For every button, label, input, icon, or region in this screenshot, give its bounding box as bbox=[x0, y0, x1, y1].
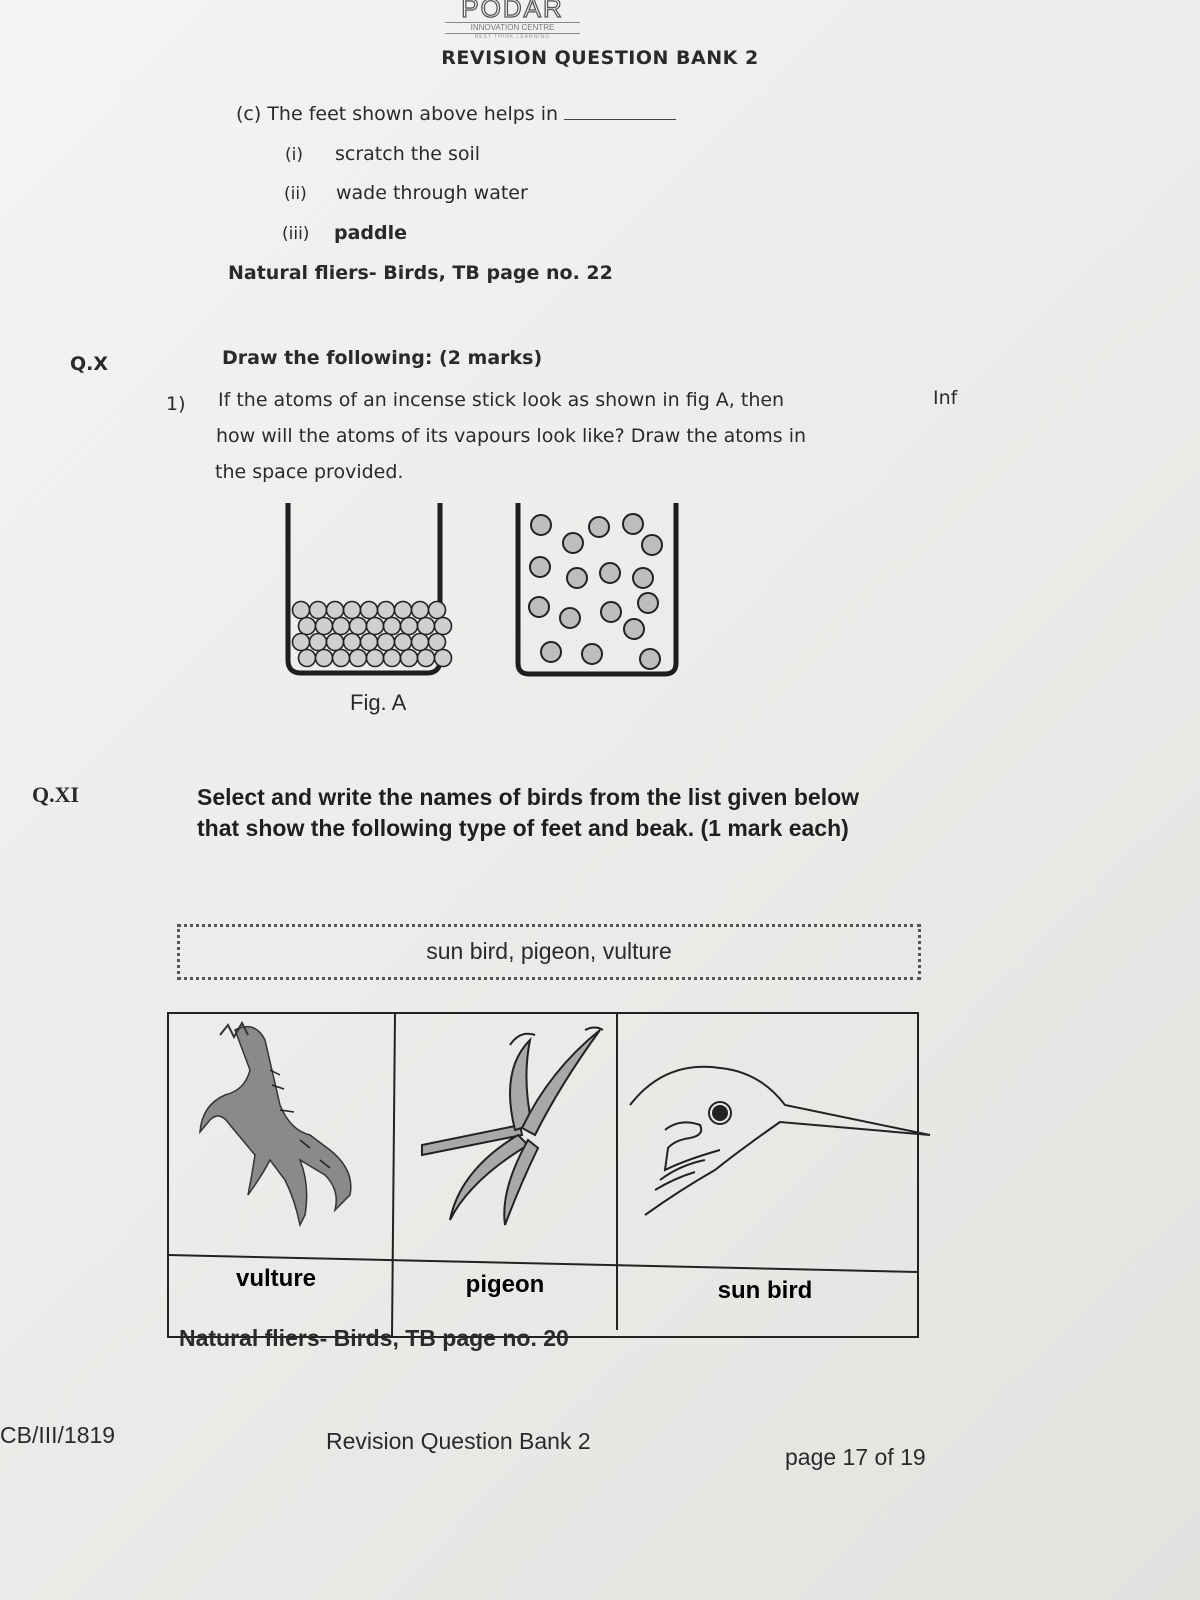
option-number: (i) bbox=[285, 145, 303, 165]
vapour-atom bbox=[529, 597, 549, 617]
vapour-atom bbox=[601, 602, 621, 622]
vapour-atom bbox=[563, 533, 583, 553]
solid-atom bbox=[293, 602, 310, 619]
vapour-atom bbox=[530, 557, 550, 577]
side-note: Inf bbox=[933, 387, 958, 409]
solid-atom bbox=[418, 650, 435, 667]
logo-tagline: BEST THINK LEARNING bbox=[474, 34, 551, 40]
option-2 bbox=[284, 182, 528, 204]
logo-name: PODAR bbox=[461, 0, 564, 23]
solid-atom bbox=[327, 634, 344, 651]
vapour-atom bbox=[541, 642, 561, 662]
vapour-atom bbox=[624, 619, 644, 639]
solid-atom bbox=[344, 634, 361, 651]
vapour-atom bbox=[640, 649, 660, 669]
vapour-atom bbox=[531, 515, 551, 535]
solid-atom bbox=[361, 634, 378, 651]
vulture-foot-image bbox=[200, 1023, 351, 1225]
solid-atom bbox=[412, 602, 429, 619]
solid-atom bbox=[418, 618, 435, 635]
solid-atom bbox=[327, 602, 344, 619]
vapour-atom bbox=[623, 514, 643, 534]
solid-beaker bbox=[288, 503, 452, 673]
solid-atom bbox=[378, 634, 395, 651]
solid-atom bbox=[310, 634, 327, 651]
solid-atom bbox=[401, 650, 418, 667]
solid-atom bbox=[367, 650, 384, 667]
option-3 bbox=[282, 222, 407, 244]
solid-atom bbox=[384, 650, 401, 667]
option-number: (iii) bbox=[282, 224, 310, 244]
reference-tb-20: Natural fliers- Birds, TB page no. 20 bbox=[179, 1325, 569, 1351]
footer-code: CB/III/1819 bbox=[0, 1422, 116, 1448]
vapour-atom bbox=[589, 517, 609, 537]
vapour-atom bbox=[560, 608, 580, 628]
footer-title: Revision Question Bank 2 bbox=[326, 1428, 591, 1454]
answer-sunbird: sun bird bbox=[717, 1277, 813, 1304]
question-c-prompt bbox=[236, 103, 676, 125]
vapour-atom bbox=[642, 535, 662, 555]
solid-atom bbox=[316, 618, 333, 635]
solid-atom bbox=[412, 634, 429, 651]
vapour-atom bbox=[567, 568, 587, 588]
option-text: wade through water bbox=[336, 182, 528, 204]
question-c-text: (c) The feet shown above helps in bbox=[236, 103, 559, 125]
solid-atom bbox=[378, 602, 395, 619]
page-title: REVISION QUESTION BANK 2 bbox=[441, 47, 759, 69]
option-text: paddle bbox=[334, 222, 408, 244]
solid-atom bbox=[344, 602, 361, 619]
solid-atom bbox=[367, 618, 384, 635]
answer-blank bbox=[564, 107, 676, 120]
figure-a-beakers bbox=[270, 495, 690, 690]
vapour-atom bbox=[582, 644, 602, 664]
logo-subtitle: INNOVATION CENTRE bbox=[445, 22, 580, 34]
solid-atom bbox=[316, 650, 333, 667]
option-number: (ii) bbox=[284, 184, 307, 204]
pigeon-foot-image bbox=[422, 1028, 603, 1226]
option-1 bbox=[285, 143, 480, 165]
question-label-xi: Q.XI bbox=[32, 782, 80, 807]
solid-atom bbox=[293, 634, 310, 651]
question-heading-x: Draw the following: (2 marks) bbox=[222, 347, 543, 369]
vapour-atom bbox=[633, 568, 653, 588]
question-line-1: If the atoms of an incense stick look as shown in fig A, then bbox=[218, 389, 785, 411]
vapour-atom bbox=[638, 593, 658, 613]
solid-atom bbox=[395, 634, 412, 651]
bird-list-box: sun bird, pigeon, vulture bbox=[177, 924, 921, 980]
reference-tb-22: Natural fliers- Birds, TB page no. 22 bbox=[228, 262, 613, 284]
vapour-atom bbox=[600, 563, 620, 583]
solid-atom bbox=[361, 602, 378, 619]
solid-atom bbox=[299, 650, 316, 667]
figure-caption: Fig. A bbox=[350, 690, 407, 715]
option-text: scratch the soil bbox=[335, 143, 481, 165]
question-line-3: the space provided. bbox=[215, 461, 404, 483]
footer-page-number: page 17 of 19 bbox=[785, 1444, 926, 1470]
solid-atom bbox=[401, 618, 418, 635]
podar-logo bbox=[445, 0, 580, 40]
vapour-beaker bbox=[518, 503, 676, 674]
question-line-2: how will the atoms of its vapours look like? Draw the atoms in bbox=[216, 425, 807, 447]
solid-atom bbox=[395, 602, 412, 619]
question-label-x: Q.X bbox=[70, 353, 109, 375]
solid-atom bbox=[310, 602, 327, 619]
birds-table bbox=[160, 1010, 950, 1342]
solid-atom bbox=[350, 618, 367, 635]
solid-atom bbox=[350, 650, 367, 667]
answer-pigeon: pigeon bbox=[465, 1271, 545, 1298]
question-heading-xi: Select and write the names of birds from the list given below that show the following type of feet and beak. (1 mark each) bbox=[197, 784, 860, 841]
solid-atom bbox=[333, 650, 350, 667]
solid-atom bbox=[429, 602, 446, 619]
solid-atom bbox=[299, 618, 316, 635]
solid-atom bbox=[435, 618, 452, 635]
solid-atom bbox=[435, 650, 452, 667]
sunbird-beak-image bbox=[630, 1067, 930, 1215]
solid-atom bbox=[333, 618, 350, 635]
solid-atom bbox=[384, 618, 401, 635]
item-number: 1) bbox=[166, 393, 186, 415]
answer-vulture: vulture bbox=[235, 1265, 317, 1292]
solid-atom bbox=[429, 634, 446, 651]
